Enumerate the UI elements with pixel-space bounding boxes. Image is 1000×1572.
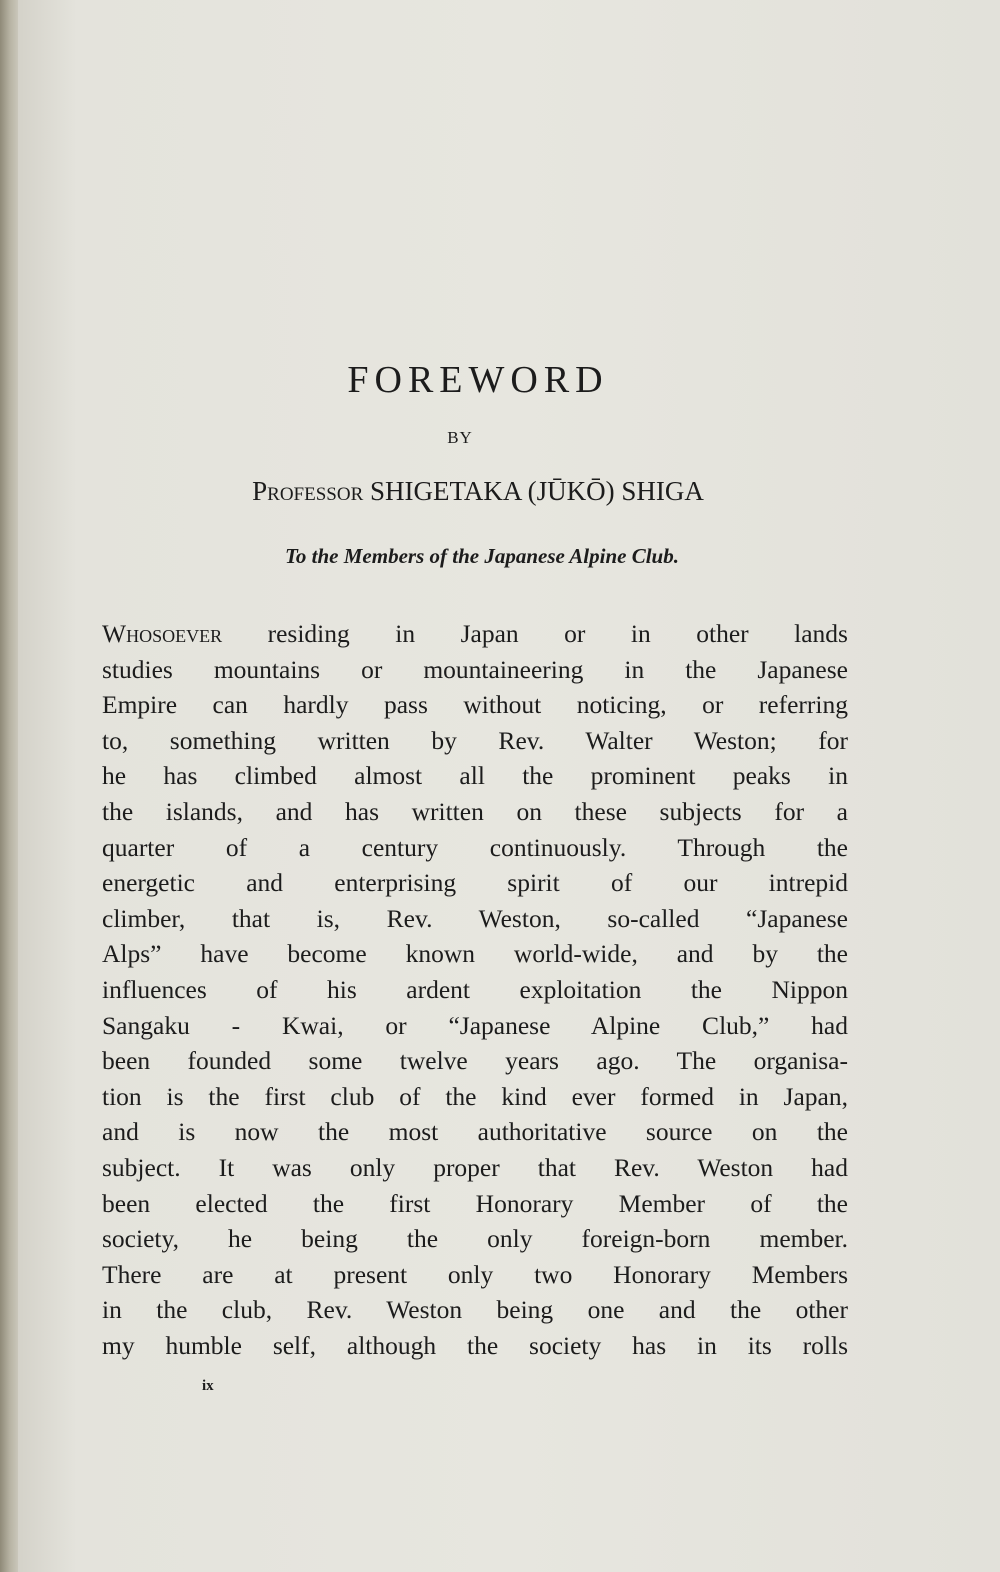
text-line: climber, that is, Rev. Weston, so-called “Japanese [102,903,848,933]
foreword-body-text [102,616,848,1363]
text-line: Alps” have become known world-wide, and by the [102,939,848,969]
text-line: influences of his ardent exploitation the Nippon [102,974,848,1004]
text-line: subject. It was only proper that Rev. Weston had [102,1152,848,1182]
dedication-line: To the Members of the Japanese Alpine Club. [285,544,679,568]
author-prefix: Professor [252,476,364,506]
page-title: FOREWORD [347,359,609,401]
author-name: SHIGETAKA (JŪKŌ) SHIGA [370,476,704,506]
text-line: energetic and enterprising spirit of our intrepid [102,868,848,898]
text-line: Whosoever residing in Japan or in other lands [102,619,848,648]
text-line: Sangaku - Kwai, or “Japanese Alpine Club,” had [102,1010,848,1040]
text-line: been founded some twelve years ago. The organisa- [102,1046,848,1076]
text-line: society, he being the only foreign-born member. [102,1224,848,1254]
byline-by: BY [447,428,473,447]
text-line: Empire can hardly pass without noticing, or referring [102,690,848,720]
text-line: and is now the most authoritative source on the [102,1117,848,1147]
text-line: my humble self, although the society has in its rolls [102,1330,848,1360]
text-line: quarter of a century continuously. Through the [102,832,848,862]
text-line: the islands, and has written on these subjects for a [102,796,848,826]
text-line: in the club, Rev. Weston being one and the other [102,1295,848,1325]
page-number: ix [202,1378,214,1394]
text-line: been elected the first Honorary Member of the [102,1188,848,1218]
text-line: he has climbed almost all the prominent peaks in [102,761,848,791]
text-line: to, something written by Rev. Walter Weston; for [102,725,848,755]
text-line: There are at present only two Honorary Members [102,1259,848,1289]
book-page [18,0,1000,1572]
lead-word: Whosoever [102,619,223,648]
text-line: tion is the first club of the kind ever formed in Japan, [102,1081,848,1111]
author-line [18,476,938,507]
text-line: studies mountains or mountaineering in the Japanese [102,654,848,684]
